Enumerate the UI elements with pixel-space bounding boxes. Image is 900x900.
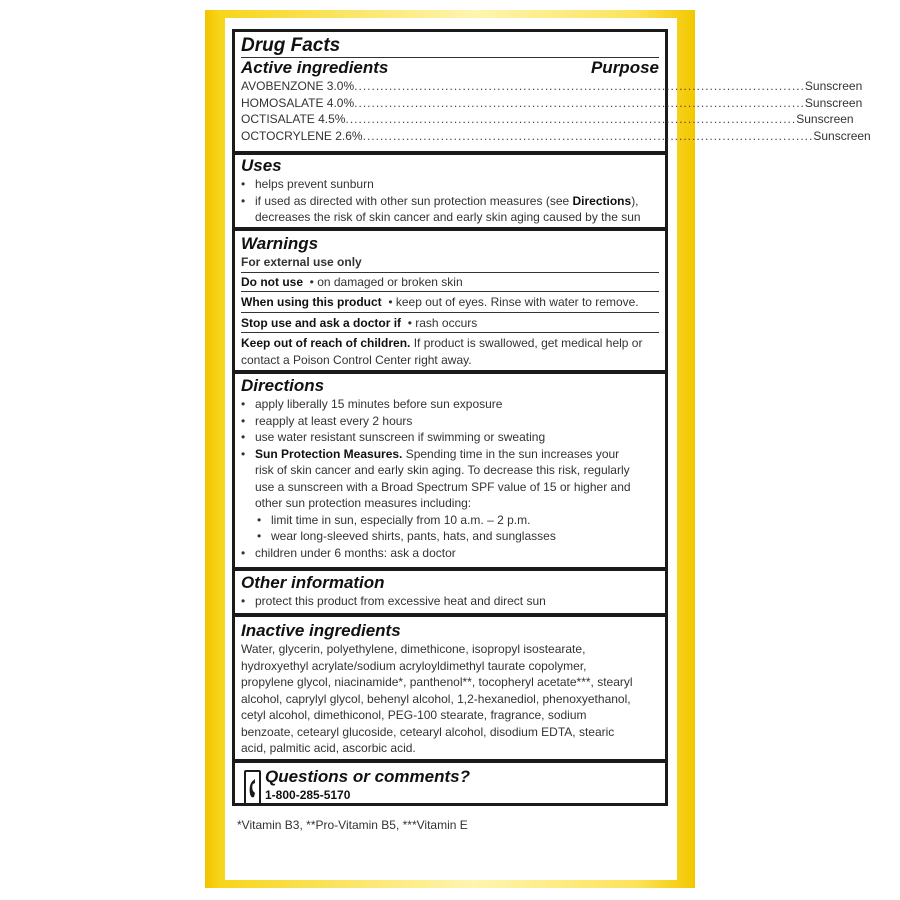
warnings-heading: Warnings — [241, 234, 319, 253]
do-not-use-row: Do not use • on damaged or broken skin — [241, 272, 659, 292]
active-purpose: Sunscreen — [804, 79, 863, 93]
inactive-heading: Inactive ingredients — [241, 621, 401, 640]
other-info-section — [235, 573, 665, 610]
active-purpose: Sunscreen — [796, 112, 854, 126]
active-name: AVOBENZONE 3.0% — [241, 79, 355, 93]
active-heading: Active ingredients — [241, 58, 389, 77]
list-item-cont: use a sunscreen with a Broad Spectrum SPF value of 15 or higher and — [255, 479, 631, 494]
leader-dots: ........................................................................................................ — [354, 79, 805, 93]
external-use: For external use only — [241, 255, 362, 269]
section-divider — [235, 567, 665, 571]
list-item: • use water resistant sunscreen if swimming or sweating — [241, 430, 546, 444]
section-divider — [235, 370, 665, 374]
leader-dots: ........................................................................................................ — [362, 128, 814, 143]
list-item: • protect this product from excessive heat and direct sun — [241, 594, 546, 608]
section-divider — [235, 227, 665, 231]
inactive-section — [235, 621, 665, 757]
active-row — [241, 111, 854, 128]
inactive-line: cetyl alcohol, dimethiconol, PEG-100 stearate, fragrance, sodium — [241, 708, 587, 722]
uses-heading: Uses — [241, 156, 282, 175]
drug-facts-panel — [232, 29, 871, 806]
list-item: • Sun Protection Measures. Spending time in the sun increases your — [241, 446, 620, 461]
drug-facts-title: Drug Facts — [241, 35, 341, 56]
phone-number[interactable]: 1-800-285-5170 — [265, 788, 351, 802]
active-header — [241, 57, 659, 78]
sub-list-item: • wear long-sleeved shirts, pants, hats, and sunglasses — [257, 529, 556, 543]
active-purpose: Sunscreen — [804, 95, 863, 110]
questions-section — [235, 763, 665, 803]
sub-list-item: • limit time in sun, especially from 10 a.m. – 2 p.m. — [257, 512, 531, 527]
stop-use-row: Stop use and ask a doctor if • rash occurs — [241, 312, 659, 333]
list-item-cont: risk of skin cancer and early skin aging. To decrease this risk, regularly — [255, 463, 630, 477]
inactive-line: benzoate, cetearyl glucoside, cetearyl alcohol, disodium EDTA, stearic — [241, 724, 615, 739]
active-purpose: Sunscreen — [813, 128, 871, 143]
phone-icon — [244, 770, 261, 806]
when-using-row: When using this product • keep out of eyes. Rinse with water to remove. — [241, 291, 659, 312]
uses-section — [235, 156, 665, 226]
active-name: OCTOCRYLENE 2.6% — [241, 128, 363, 143]
active-row — [241, 128, 871, 145]
inactive-line: Water, glycerin, polyethylene, dimethicone, isopropyl isostearate, — [241, 642, 586, 656]
directions-section — [235, 376, 665, 561]
inactive-line: alcohol, caprylyl glycol, behenyl alcohol, 1,2-hexanediol, phenoxyethanol, — [241, 691, 631, 706]
section-divider — [235, 613, 665, 617]
list-item: • children under 6 months: ask a doctor — [241, 545, 456, 560]
active-row — [241, 78, 863, 95]
list-item-cont: other sun protection measures including: — [255, 496, 472, 510]
inactive-line: hydroxyethyl acrylate/sodium acryloyldimethyl taurate copolymer, — [241, 658, 587, 673]
other-heading: Other information — [241, 573, 385, 592]
leader-dots: ........................................................................................................ — [345, 112, 797, 126]
inactive-line: acid, palmitic acid, ascorbic acid. — [241, 741, 416, 755]
active-name: HOMOSALATE 4.0% — [241, 95, 355, 110]
inactive-line: propylene glycol, niacinamide*, panthenol**, tocopheryl acetate***, stearyl — [241, 675, 633, 689]
keep-out-row: Keep out of reach of children. If product is swallowed, get medical help or contact a Poison Control Center right away. — [241, 332, 659, 368]
questions-heading: Questions or comments? — [265, 767, 470, 786]
list-item: • apply liberally 15 minutes before sun exposure — [241, 397, 503, 411]
list-item: • if used as directed with other sun protection measures (see Directions), — [241, 193, 639, 208]
list-item-cont: decreases the risk of skin cancer and early skin aging caused by the sun — [255, 210, 641, 224]
section-divider — [235, 151, 665, 155]
active-name: OCTISALATE 4.5% — [241, 112, 346, 126]
directions-heading: Directions — [241, 376, 325, 395]
footnote: *Vitamin B3, **Pro-Vitamin B5, ***Vitamin E — [237, 818, 468, 832]
warnings-section — [235, 234, 665, 368]
active-ingredients-section — [235, 34, 871, 144]
purpose-heading: Purpose — [590, 58, 659, 77]
list-item: • reapply at least every 2 hours — [241, 413, 413, 428]
active-row — [241, 95, 863, 112]
leader-dots: ........................................................................................................ — [354, 95, 805, 110]
list-item: • helps prevent sunburn — [241, 177, 374, 191]
